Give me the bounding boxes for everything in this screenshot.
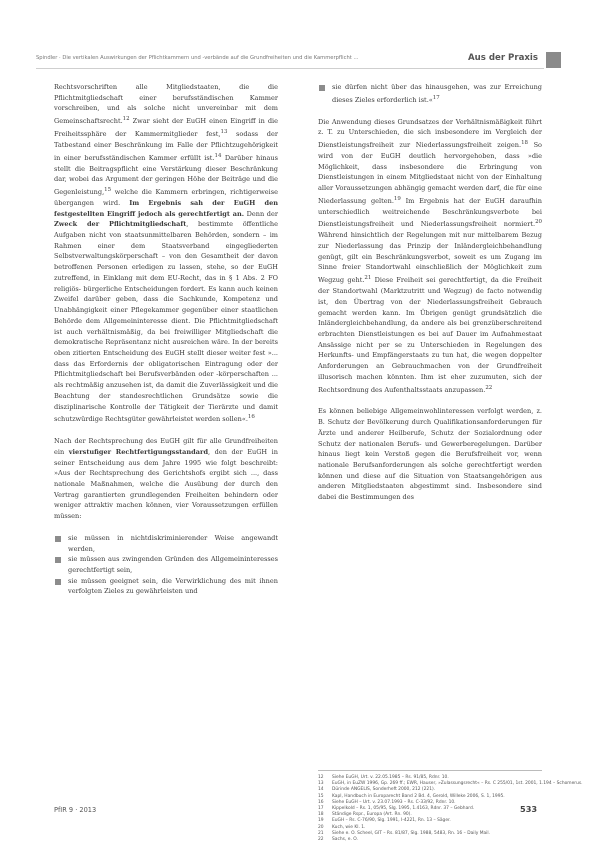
right-column: [318, 82, 542, 514]
section-tab-marker: [546, 52, 561, 68]
footnote-ref[interactable]: 13: [220, 129, 228, 136]
footnote: 15 Kapl, Handbuch in Europarecht Band 2 Bd. 4, Gerold, Willeke 2006, S. 1, 1995.: [318, 793, 505, 799]
list-item: sie müssen in nichtdiskriminierender Weise angewandt werden,: [54, 533, 278, 554]
condition-list: [54, 533, 278, 597]
footnote-ref[interactable]: 16: [247, 414, 255, 421]
running-header: [36, 52, 544, 69]
footnote-ref[interactable]: 21: [364, 275, 372, 282]
footnote: 22 Sachs, e. O.: [318, 837, 358, 843]
list-item: sie müssen geeignet sein, die Verwirklichung des mit ihnen verfolgten Zieles zu gewährleisten und: [54, 576, 278, 597]
section-title: Aus der Praxis: [467, 53, 538, 63]
footnote-ref[interactable]: 20: [535, 219, 542, 226]
bold-phrase: vierstufiger Rechtfertigungsstandard: [68, 447, 209, 456]
bold-phrase: Im Ergebnis sah der EuGH den festgestellten Eingriff jedoch als gerechtfertigt an.: [54, 198, 279, 218]
list-item: sie dürfen nicht über das hinausgehen, was zur Erreichung dieses Zieles erforderlich ist.«$^{17}$: [318, 82, 542, 106]
footnotes: [318, 770, 583, 843]
footnote-ref[interactable]: 15: [104, 186, 112, 193]
journal-issue: PfIR 9 · 2013: [54, 806, 97, 814]
paragraph: Es können beliebige Allgemeinwohlinteressen verfolgt werden, z. B. Schutz der Bevölkerung durch Qualifikationsanforderungen für Ärzte und anderer Heilberufe, Schutz der Sozialordnung oder Schutz der nationalen Berufs- und Gewerberegelungen. Darüber hinaus liegt kein Verstoß gegen die Berufsfreiheit vor, wenn nationale Berufsanforderungen als solche gerechtfertigt werden können und diese auf die Situation von Staatsangehörigen aus anderen Mitgliedstaaten abgestimmt sind. Insbesondere sind dabei die Bestimmungen des: [318, 407, 542, 502]
paragraph: Nach der Rechtsprechung des EuGH gilt für alle Grundfreiheiten ein vierstufiger Rechtfertigungsstandard, den der EuGH in seiner Entscheidung aus dem Jahre 1995 wie folgt beschreibt: »Aus der Rechtsprechung des Gerichtshofs ergibt sich ..., dass nationale Maßnahmen, welche die Ausübung der durch den Vertrag garantierten grundlegenden Freiheiten behindern oder weniger attraktiv machen können, vier Voraussetzungen erfüllen müssen:: [54, 437, 278, 521]
running-title: Spindler · Die vertikalen Auswirkungen der Pflichtkammern und -verbände auf die Grundfreiheiten und die Kammerpflicht ...: [36, 55, 359, 61]
list-item: sie müssen aus zwingenden Gründen des Allgemeininteresses gerechtfertigt sein,: [54, 554, 278, 575]
footnote-ref[interactable]: 14: [214, 152, 222, 159]
paragraph: Die Anwendung dieses Grundsatzes der Verhältnismäßigkeit führt z. T. zu Unterschieden, die sich insbesondere im Vergleich der Dienstleistungsfreiheit zur Niederlassungsfreiheit zeigen.$^{18}$ So wird von der EuGH deutlich hervorgehoben, dass »die Möglichkeit, dass insbesondere die Erbringung von Dienstleistungen in einem Mitgliedstaat nicht von der Einhaltung aller Voraussetzungen abhängig gemacht werden darf, die für eine Niederlassung gelten.$^{19}$ Im Ergebnis hat der EuGH daraufhin unterschiedlich weitreichende Beschränkungsverbote bei Dienstleistungsfreiheit und Niederlassungsfreiheit normiert.$^{20}$ Während hinsichtlich der Regelungen mit nur mittelbarem Bezug zur Niederlassung das Prinzip der Inländergleichbehandlung genügt, gilt ein Beschränkungsverbot, soweit es um Zugang im Sinne freier Standortwahl einschließlich der Möglichkeit zum Wegzug geht.$^{21}$ Diese Freiheit sei gerechtfertigt, da die Freiheit der Standortwahl (Marktzutritt und Wegzug) de facto notwendig ist, den Übertrag von der Niederlassungsfreiheit Gebrauch gemacht werden kann. Im Übrigen genügt grundsätzlich die Inländergleichbehandlung, da andere als bei grenzüberschreitend erbrachten Dienstleistungen es bei auf Dauer im Aufnahmestaat Ansässige nicht per se zu Unterschieden in Regelungen des Herkunfts- und Empfängerstaats zu tun hat, die wegen doppelter Anforderungen an Gebrauchmachen von der Grundfreiheit illusorisch machen könnten. Ihm ist eher zuzumuten, sich der Rechtsordnung des Aufenthaltsstaats anzupassen.$^{22}$: [318, 117, 542, 394]
footnote-ref[interactable]: 17: [432, 94, 440, 101]
footnote-ref[interactable]: 18: [521, 140, 528, 147]
footnote: 14 Dürinde ANGELIS, Sonderheft 2000, 212 (221).: [318, 787, 436, 793]
bold-phrase: Zweck der Pflichtmitgliedschaft: [54, 220, 187, 229]
left-column: [54, 82, 278, 597]
condition-list-continued: [318, 82, 542, 106]
footnote: 16 Siehe EuGH – Urt. v. 23.07.1993 – Rs. C-33/92, Rdnr. 10.: [318, 799, 456, 805]
footnote: 12 Siehe EuGH, Urt. v. 22.05.1985 – Rs. 91/85, Rdnr. 10.: [318, 775, 449, 780]
page-number: 533: [520, 804, 538, 814]
footnote: 18 Ständige Rspr., Europa (Art. Rn. 90).: [318, 812, 412, 818]
footnote-ref[interactable]: 19: [393, 195, 401, 202]
footnote: 19 EuGH – Rs. C-76/90, Slg. 1991, I-4221, Rn. 13 – Säger.: [318, 818, 451, 824]
footnote: 17 Kippelkold – Rs. 1, 05/95, Slg. 1995, 1.4163, Rdnr. 37 – Gebhard.: [318, 806, 475, 812]
footnote: 13 EuGH, in EuZW 1996, Gp. 269 ff.; EWR, Hauser, »Zulassungsrecht« – Rs. C 255/01, 1st. 2001, 1.194 – Schomerus.: [318, 781, 583, 787]
paragraph: Rechtsvorschriften alle Mitgliedstaaten, die die Pflichtmitgliedschaft einer berufsständischen Kammer vorschreiben, und als solche nicht unvereinbar mit dem Gemeinschaftsrecht.$^{12}$ Zwar sieht der EuGH einen Eingriff in die Freiheitssphäre der Kammermitglieder fest,$^{13}$ sodass der Tatbestand einer Beschränkung im Falle der Pflichtzugehörigkeit in einer berufsständischen Kammer erfüllt ist.$^{14}$ Darüber hinaus stellt die Beitragspflicht eine Verstärkung dieser Beschränkung dar, wobei das Argument der geringen Höhe der Beiträge und die Gegenleistung,$^{15}$ welche die Kammern erbringen, richtigerweise übergangen wird. Im Ergebnis sah der EuGH den festgestellten Eingriff jedoch als gerechtfertigt an. Denn der Zweck der Pflichtmitgliedschaft, bestimmte öffentliche Aufgaben nicht von staatsunmittelbaren Behörden, sondern – im Rahmen einer dem Staatsverband eingegliederten Selbstverwaltungskörperschaft – von den Gesamtheit der davon betroffenen Personen erledigen zu lassen, stehe, so der EuGH zutreffend, in Einklang mit dem EU-Recht, das in § 1 Abs. 2 FO religiös- bürgerliche Entscheidungen fordert. Es kann auch keinen Zweifel darüber geben, dass die Sachkunde, Kompetenz und Unabhängigkeit einer Pflegekammer gegenüber einer staatlichen Behörde dem Allgemeininteresse dient. Die Pflichtmitgliedschaft ist auch verhältnismäßig, da bei freiwilliger Mitgliedschaft die demokratische Repräsentanz nicht ausreichen wäre. In der bereits oben zitierten Entscheidung des EuGH stellt dieser weiter fest »... dass das Erfordernis der obligatorischen Eintragung oder der Pflichtmitgliedschaft bei Berufsverbänden oder -körperschaften ... als rechtmäßig anzusehen ist, da damit die Zuverlässigkeit und die Beachtung der standesrechtlichen Grundsätze sowie die disziplinarische Kontrolle der Tätigkeit der Tierärzte und damit schutzwürdige Rechtsgüter gewährleistet werden sollen«.$^{16}$: [54, 83, 279, 424]
footnote: 21 Siehe e. O. Scheel, GIT – Rs. 81/87, Slg. 1988, 5483, Rn. 16 – Daily Mail.: [318, 830, 491, 836]
footnote-ref[interactable]: 12: [122, 116, 130, 123]
footnote: 20 Kuch, wie Kl. 1.: [318, 824, 366, 830]
footnote-ref[interactable]: 22: [485, 384, 493, 391]
